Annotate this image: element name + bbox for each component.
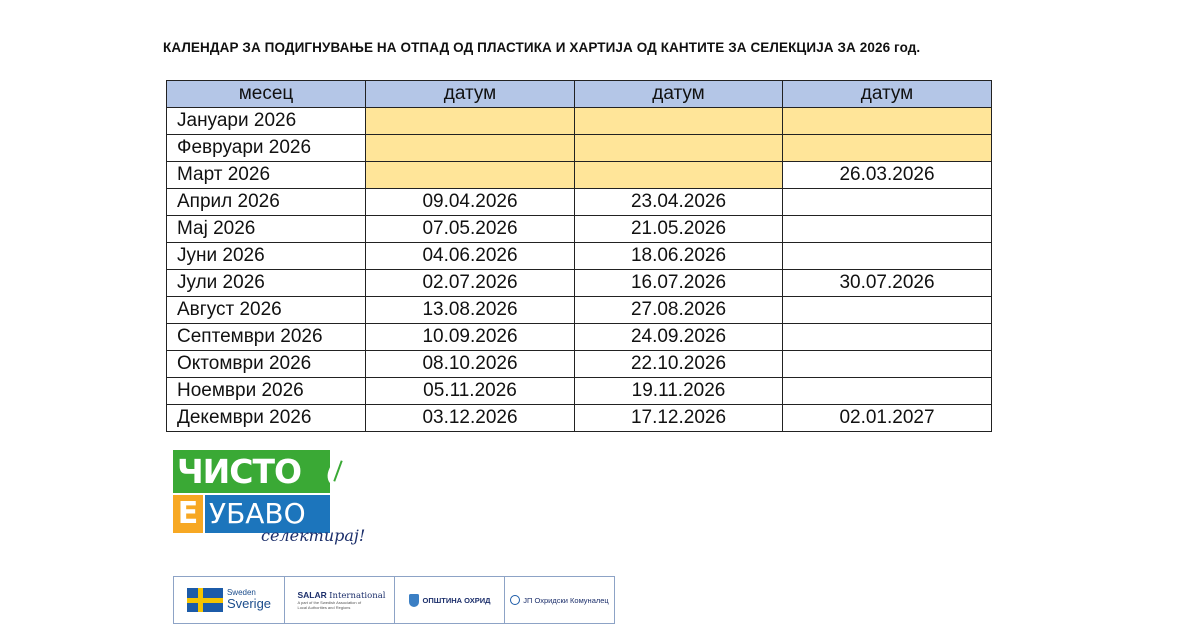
date-cell: 09.04.2026 — [366, 189, 575, 216]
komunalec-logo-icon — [510, 595, 520, 605]
logo-line1: ЧИСТО — [173, 450, 330, 493]
salar-name: SALAR — [297, 590, 327, 601]
date-cell: 05.11.2026 — [366, 378, 575, 405]
chisto-e-ubavo-logo — [173, 450, 366, 550]
date-cell: 21.05.2026 — [575, 216, 783, 243]
date-cell — [783, 189, 992, 216]
date-cell — [783, 216, 992, 243]
date-cell: 10.09.2026 — [366, 324, 575, 351]
table-row — [167, 162, 992, 189]
date-cell: 03.12.2026 — [366, 405, 575, 432]
month-cell: Декември 2026 — [167, 405, 366, 432]
sverige-label: Sverige — [226, 596, 272, 612]
date-cell — [783, 324, 992, 351]
month-cell: Јули 2026 — [167, 270, 366, 297]
month-cell: Септември 2026 — [167, 324, 366, 351]
table-row — [167, 270, 992, 297]
date-cell — [575, 135, 783, 162]
date-cell: 17.12.2026 — [575, 405, 783, 432]
month-cell: Февруари 2026 — [167, 135, 366, 162]
komunalec-label: ЈП Охридски Комуналец — [523, 595, 609, 605]
header-date-1: датум — [366, 81, 575, 108]
date-cell: 16.07.2026 — [575, 270, 783, 297]
header-month: месец — [167, 81, 366, 108]
date-cell: 26.03.2026 — [783, 162, 992, 189]
date-cell — [783, 135, 992, 162]
date-cell: 13.08.2026 — [366, 297, 575, 324]
month-cell: Јуни 2026 — [167, 243, 366, 270]
table-row — [167, 243, 992, 270]
date-cell — [783, 108, 992, 135]
table-row — [167, 216, 992, 243]
date-cell — [366, 135, 575, 162]
table-row — [167, 135, 992, 162]
date-cell: 27.08.2026 — [575, 297, 783, 324]
table-row — [167, 351, 992, 378]
month-cell: Октомври 2026 — [167, 351, 366, 378]
swedish-flag-icon — [187, 588, 223, 612]
partner-salar — [285, 577, 395, 623]
date-cell: 19.11.2026 — [575, 378, 783, 405]
table-header-row — [167, 81, 992, 108]
date-cell — [783, 297, 992, 324]
date-cell — [366, 162, 575, 189]
ohrid-label: ОПШТИНА ОХРИД — [422, 595, 491, 605]
date-cell: 02.07.2026 — [366, 270, 575, 297]
table-row — [167, 324, 992, 351]
table-row — [167, 378, 992, 405]
date-cell — [783, 378, 992, 405]
partner-logos-strip — [173, 576, 615, 624]
ohrid-crest-icon — [409, 594, 419, 607]
date-cell — [783, 243, 992, 270]
date-cell — [366, 108, 575, 135]
logo-letter: Е — [173, 495, 203, 533]
table-row — [167, 297, 992, 324]
month-cell: Август 2026 — [167, 297, 366, 324]
date-cell: 30.07.2026 — [783, 270, 992, 297]
date-cell: 02.01.2027 — [783, 405, 992, 432]
logo-tagline: селектирај! — [261, 526, 366, 545]
date-cell: 22.10.2026 — [575, 351, 783, 378]
header-date-2: датум — [575, 81, 783, 108]
date-cell — [575, 108, 783, 135]
sweden-label: Sweden — [226, 587, 256, 597]
month-cell: Ноември 2026 — [167, 378, 366, 405]
page-title: КАЛЕНДАР ЗА ПОДИГНУВАЊЕ НА ОТПАД ОД ПЛАСТИКА И ХАРТИЈА ОД КАНТИТЕ ЗА СЕЛЕКЦИЈА ЗА 2026 год. — [163, 40, 921, 55]
partner-sweden — [174, 577, 285, 623]
month-cell: Мај 2026 — [167, 216, 366, 243]
header-date-3: датум — [783, 81, 992, 108]
table-row — [167, 189, 992, 216]
date-cell — [575, 162, 783, 189]
table-row — [167, 405, 992, 432]
month-cell: Април 2026 — [167, 189, 366, 216]
date-cell: 18.06.2026 — [575, 243, 783, 270]
collection-calendar-table — [166, 80, 992, 432]
date-cell: 24.09.2026 — [575, 324, 783, 351]
partner-ohrid — [395, 577, 505, 623]
partner-komunalec — [505, 577, 614, 623]
month-cell: Март 2026 — [167, 162, 366, 189]
date-cell: 04.06.2026 — [366, 243, 575, 270]
salar-intl: International — [329, 591, 386, 602]
date-cell: 23.04.2026 — [575, 189, 783, 216]
date-cell: 07.05.2026 — [366, 216, 575, 243]
date-cell: 08.10.2026 — [366, 351, 575, 378]
logo-line2: УБАВО — [205, 495, 330, 533]
month-cell: Јануари 2026 — [167, 108, 366, 135]
date-cell — [783, 351, 992, 378]
table-row — [167, 108, 992, 135]
salar-subtitle: A part of the Swedish Association of Local Authorities and Regions — [297, 600, 362, 610]
